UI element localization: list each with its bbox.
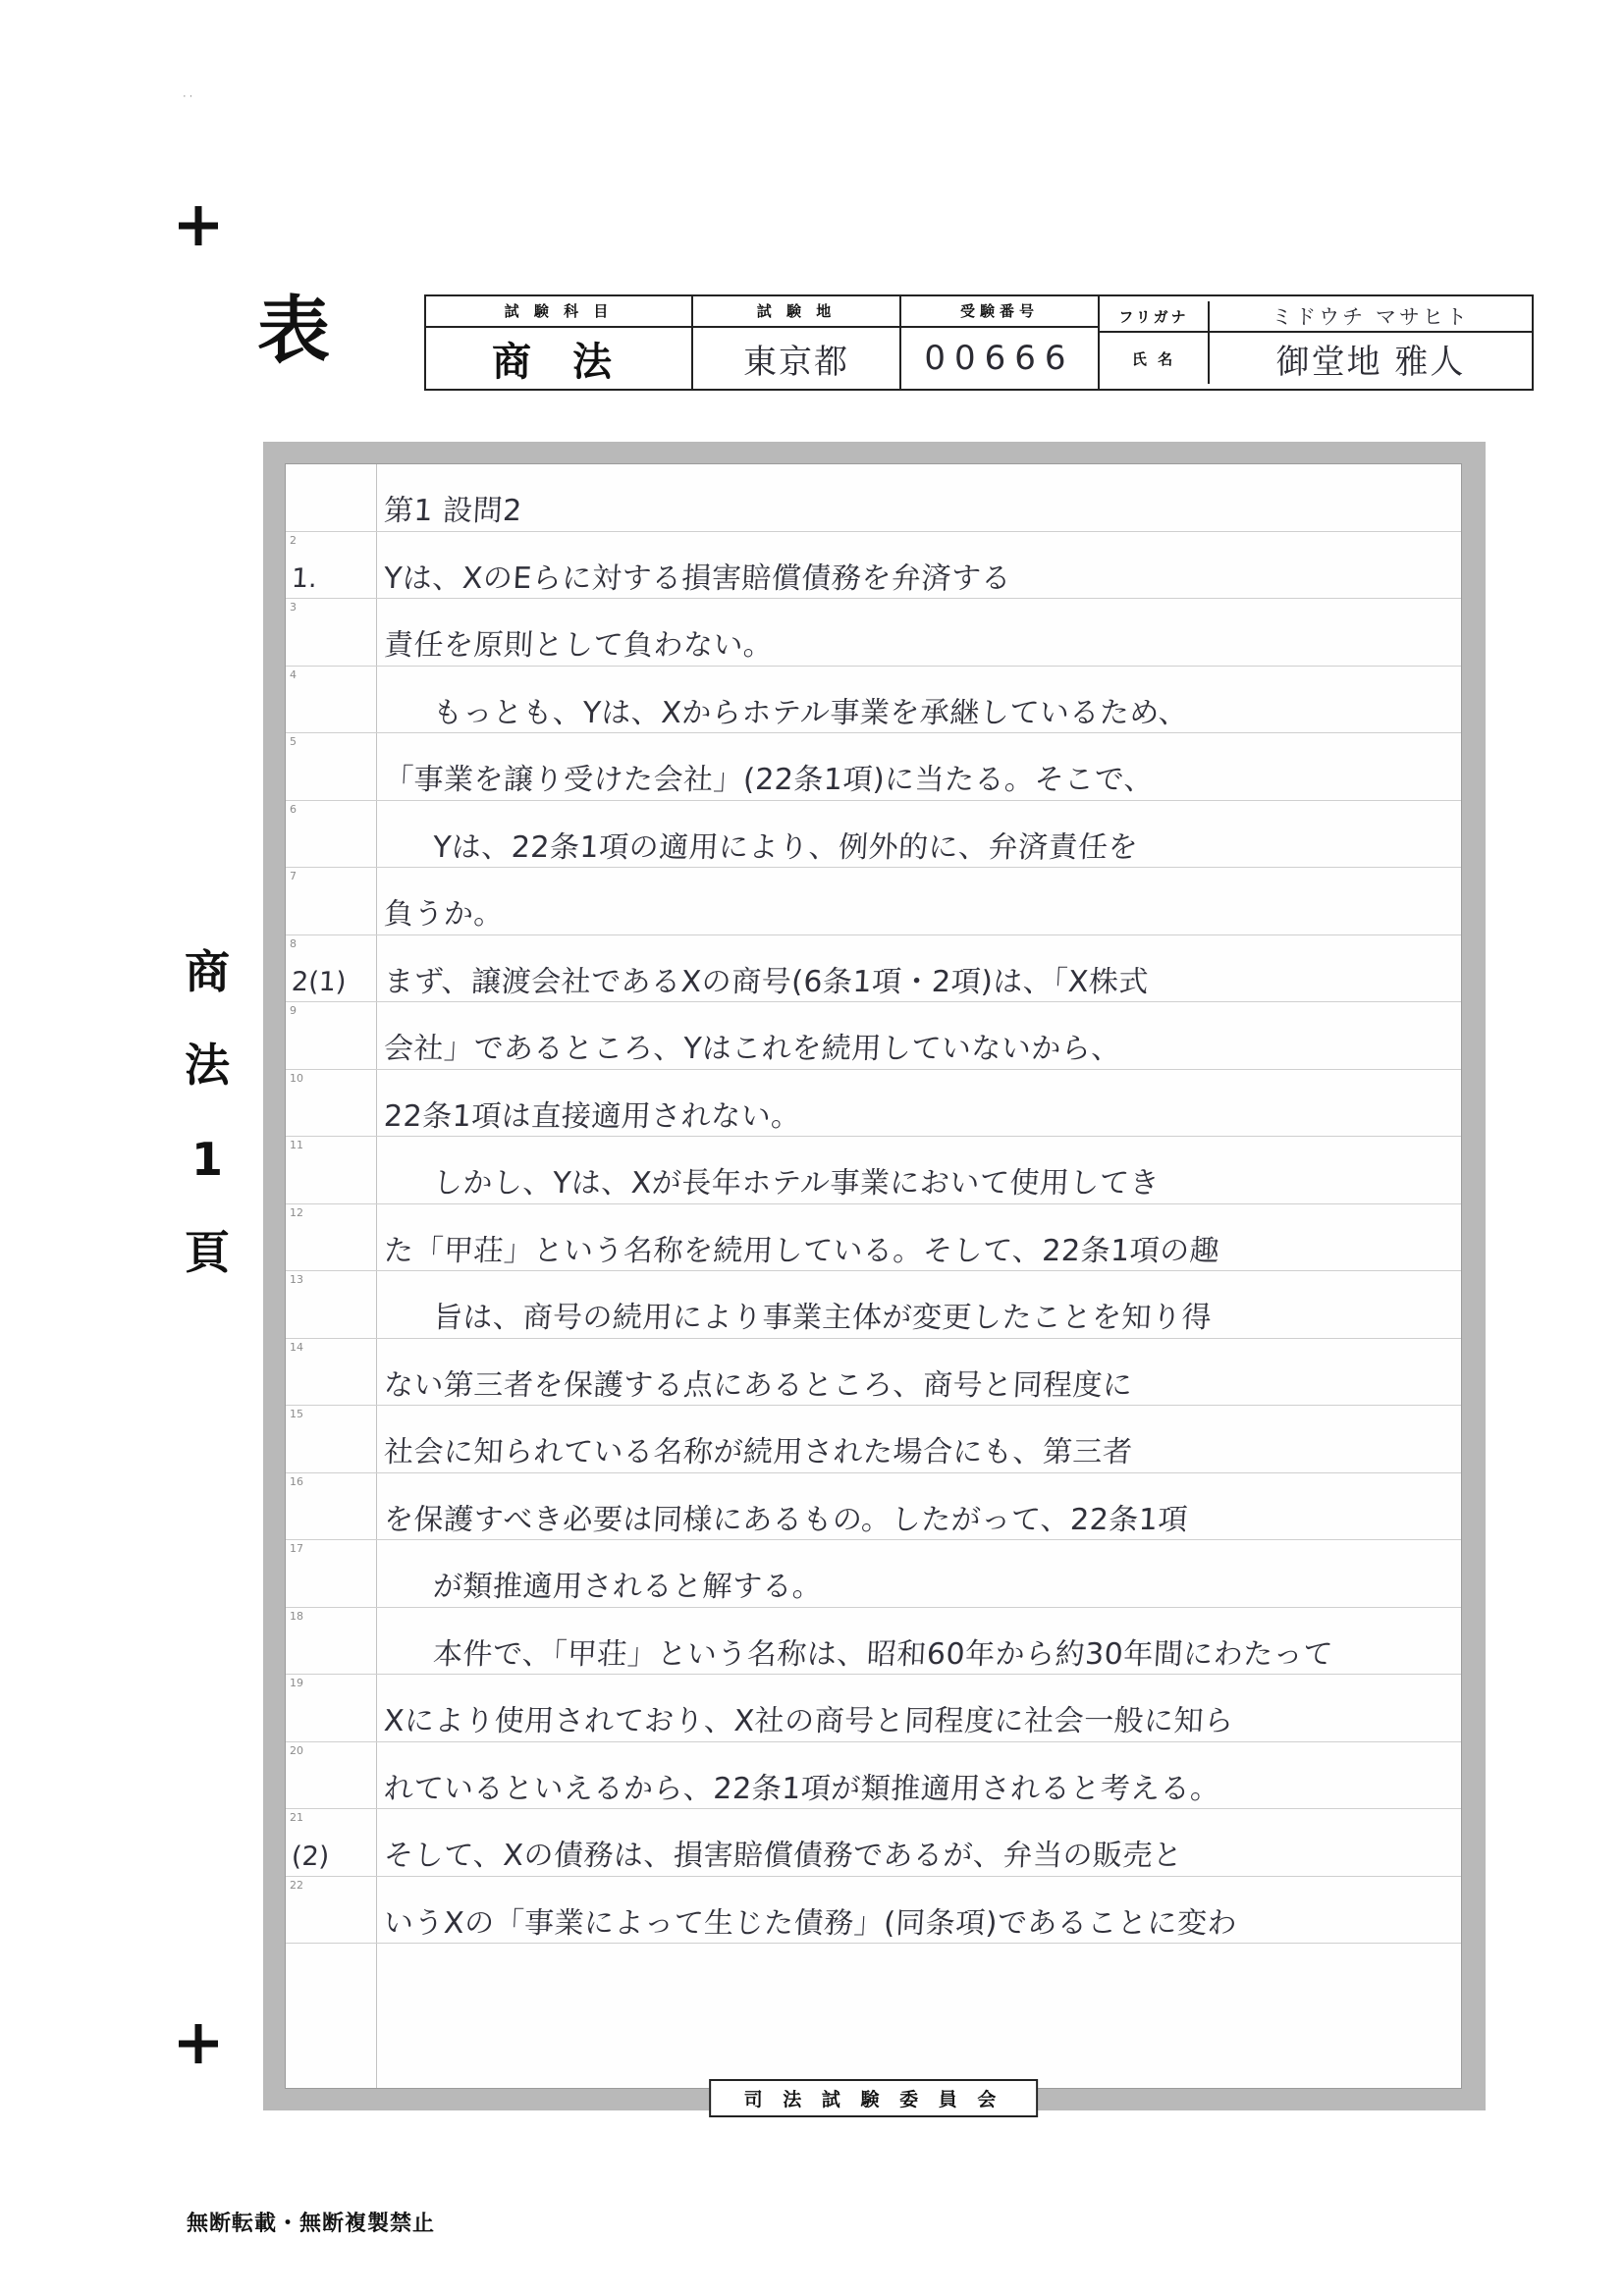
side-label-line-0: 商 [185,945,230,998]
answer-sheet-inner [285,463,1462,2089]
line-text: れているといえるから、22条1項が類推適用されると考える。 [383,1771,1221,1806]
line-text: 負うか。 [383,897,505,932]
furigana-caption: フリガナ [1118,307,1189,326]
answer-line [286,1742,1461,1810]
line-text: 本件で、「甲荘」という名称は、昭和60年から約30年間にわたって [432,1636,1334,1672]
answer-sheet-footer [285,2079,1462,2112]
line-text: しかし、Yは、Xが長年ホテル事業において使用してき [432,1166,1161,1201]
line-number: 4 [290,667,297,681]
line-text: ない第三者を保護する点にあるところ、商号と同程度に [383,1367,1134,1403]
side-label-line-3: 頁 [185,1225,230,1279]
scan-speck: ·· [183,90,196,102]
answer-line [286,1809,1461,1877]
line-text: いうXの「事業によって生じた債務」(同条項)であることに変わ [383,1905,1238,1941]
answer-line [286,1540,1461,1608]
exam-header-table [424,294,1534,391]
name-subtable [1100,301,1532,384]
answer-line [286,464,1461,532]
answer-line [286,868,1461,935]
line-text: た「甲荘」という名称を続用している。そして、22条1項の趣 [383,1233,1221,1268]
name-caption: 氏 名 [1131,349,1176,368]
answer-line [286,1339,1461,1407]
line-number: 20 [290,1743,303,1757]
line-text: 「事業を譲り受けた会社」(22条1項)に当たる。そこで、 [383,763,1156,797]
line-text: Xにより使用されており、X社の商号と同程度に社会一般に知ら [383,1704,1235,1738]
exam-number-value: 00666 [924,339,1075,378]
answer-line [286,733,1461,801]
side-label-line-2: 1 [190,1132,223,1186]
line-text: を保護すべき必要は同様にあるもの。したがって、22条1項 [383,1502,1189,1537]
line-text: 旨は、商号の続用により事業主体が変更したことを知り得 [432,1301,1213,1335]
line-text: 会社」であるところ、Yはこれを続用していないから、 [383,1032,1122,1066]
line-number: 5 [290,735,297,748]
line-number: 21 [290,1811,303,1824]
line-number: 19 [290,1677,303,1689]
answer-line [286,1608,1461,1676]
line-number: 14 [290,1340,303,1354]
copyright-notice: 無断転載・無断複製禁止 [187,2212,436,2236]
line-text: 社会に知られている名称が続用された場合にも、第三者 [383,1435,1134,1469]
line-number: 11 [290,1139,303,1151]
line-number: 15 [290,1408,303,1420]
answer-line [286,1675,1461,1742]
line-item-marker: 1. [291,563,318,594]
answer-line [286,532,1461,600]
line-number: 12 [290,1205,303,1219]
line-number: 17 [290,1542,303,1555]
answer-line [286,1204,1461,1272]
answer-line [286,935,1461,1003]
line-number: 9 [290,1004,297,1017]
line-text: が類推適用されると解する。 [432,1570,824,1604]
answer-line [286,667,1461,734]
registration-cross-top-left [179,206,218,245]
line-number: 8 [290,936,297,950]
line-number: 13 [290,1273,303,1286]
answer-line [286,1473,1461,1541]
subject-value: 商 法 [492,339,625,385]
answer-line [286,1271,1461,1339]
line-text: Yは、XのEらに対する損害賠償債務を弁済する [383,561,1012,596]
furigana-value: ミドウチ マサヒト [1272,305,1470,329]
line-text: 責任を原則として負わない。 [383,628,775,663]
name-value: 御堂地 雅人 [1275,342,1466,382]
answer-sheet [263,442,1486,2110]
side-subject-label [165,937,249,1311]
cover-label: 表 [257,289,330,373]
exam-number-caption: 受験番号 [959,302,1039,320]
answer-line [286,1877,1461,1945]
line-number: 2 [290,533,297,547]
answer-line [286,599,1461,667]
line-text: 22条1項は直接適用されない。 [383,1098,802,1134]
place-caption: 試 験 地 [756,302,837,320]
line-text: 第1 設問2 [383,494,523,528]
line-text: もっとも、Yは、Xからホテル事業を承継しているため、 [432,695,1190,730]
answer-line [286,1137,1461,1204]
registration-cross-bottom-left [179,2024,218,2063]
line-number: 16 [290,1474,303,1488]
line-item-marker: 2(1) [291,967,348,997]
line-number: 10 [290,1071,303,1085]
line-number: 7 [290,870,297,882]
line-number: 18 [290,1609,303,1623]
line-text: まず、譲渡会社であるXの商号(6条1項・2項)は、「X株式 [383,964,1150,999]
line-number: 22 [290,1878,303,1892]
answer-lines [286,464,1461,1944]
answer-line [286,1406,1461,1473]
line-item-marker: (2) [291,1841,331,1872]
side-label-line-1: 法 [185,1039,230,1093]
line-number: 3 [290,601,297,614]
subject-caption: 試 験 科 目 [504,302,614,320]
committee-stamp: 司 法 試 験 委 員 会 [709,2079,1039,2117]
line-text: そして、Xの債務は、損害賠償債務であるが、弁当の販売と [383,1839,1184,1873]
answer-line [286,801,1461,869]
answer-line [286,1070,1461,1138]
place-value: 東京都 [743,342,849,382]
answer-line [286,1002,1461,1070]
line-number: 6 [290,802,297,816]
line-text: Yは、22条1項の適用により、例外的に、弁済責任を [432,829,1140,865]
